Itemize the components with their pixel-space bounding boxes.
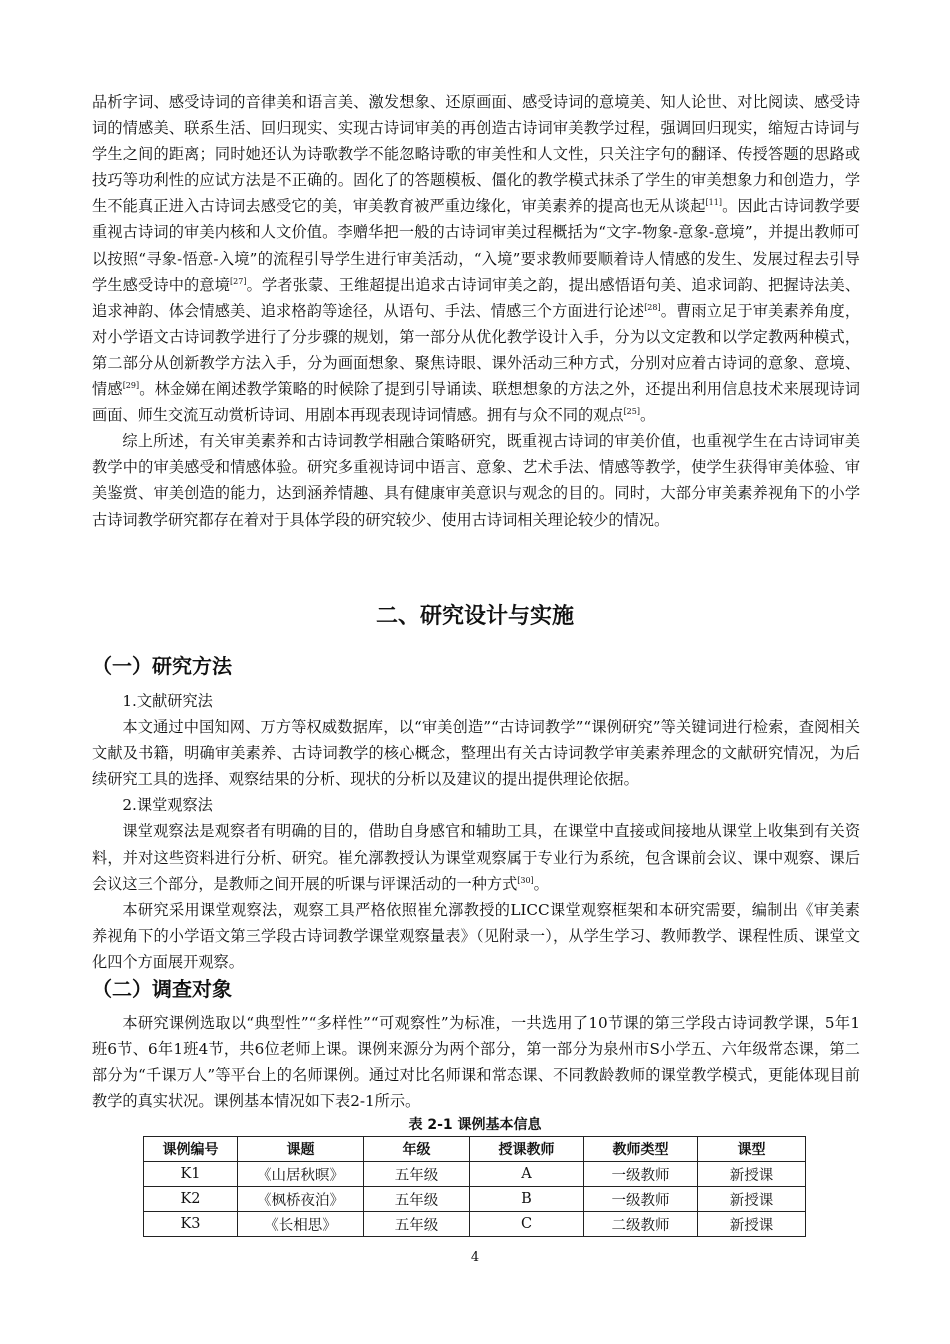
review-paragraph-1: 品析字词、感受诗词的音律美和语言美、激发想象、还原画面、感受诗词的意境美、知人论世、对比阅读、感受诗词的情感美、联系生活、回归现实、实现古诗词审美的再创造古诗词审美教学过程，强调回归现实，缩短古诗词与学生之间的距离；同时她还认为诗歌教学不能忽略诗歌的审美性和人文性，只关注字句的翻译、传授答题的思路或技巧等功利性的应试方法是不正确的。固化了的答题模板、僵化的教学模式抹杀了学生的审美想象力和创造力，学生不能真正进入古诗词去感受它的美，审美教育被严重边缘化，审美素养的提高也无从谈起[11]。因此古诗词教学要重视古诗词的审美内核和人文价值。李赠华把一般的古诗词审美过程概括为“文字-物象-意象-意境”，并提出教师可以按照“寻象-悟意-入境”的流程引导学生进行审美活动，“入境”要求教师要顺着诗人情感的发生、发展过程去引导学生感受诗中的意境[27]。学者张蒙、王维超提出追求古诗词审美之韵，提出感悟语句美、追求词韵、把握诗法美、追求神韵、体会情感美、追求格韵等途径，从语句、手法、情感三个方面进行论述[28]。曹雨立足于审美素养角度，对小学语文古诗词教学进行了分步骤的规划，第一部分从优化教学设计入手，分为以文定教和以学定教两种模式，第二部分从创新教学方法入手，分为画面想象、聚焦诗眼、课外活动三种方式，分别对应着古诗词的意象、意境、情感[29]。林金娣在阐述教学策略的时候除了提到引导诵读、联想想象的方法之外，还提出利用信息技术来展现诗词画面、师生交流互动赏析诗词、用剧本再现表现诗词情感。拥有与众不同的观点[25]。: [92, 93, 861, 425]
method-1-heading: 1.文献研究法: [122, 692, 213, 710]
column-header: 教师类型: [584, 1137, 698, 1162]
column-header: 授课教师: [470, 1137, 584, 1162]
table-row: [144, 1187, 806, 1212]
table-caption: 表 2-1 课例基本信息: [408, 1117, 542, 1133]
subjects-text: [92, 1010, 860, 1114]
table-cell: 五年级: [364, 1187, 470, 1212]
column-header: 年级: [364, 1137, 470, 1162]
subjects-paragraph: 本研究课例选取以“典型性”“多样性”“可观察性”为标准，一共选用了10节课的第三学段古诗词教学课，5年1班6节、6年1班4节，共6位老师上课。课例来源分为两个部分，第一部分为泉州市S小学五、六年级常态课，第二部分为“千课万人”等平台上的名师课例。通过对比名师课和常态课、不同教龄教师的课堂教学模式，更能体现目前教学的真实状况。课例基本情况如下表2-1所示。: [92, 1014, 860, 1111]
citation-ref: [11]: [705, 198, 722, 208]
table-cell: 五年级: [364, 1212, 470, 1237]
table-cell: 五年级: [364, 1162, 470, 1187]
column-header: 课型: [698, 1137, 806, 1162]
table-cell: K1: [144, 1162, 238, 1187]
methods-text: [92, 688, 860, 975]
table-cell: 一级教师: [584, 1162, 698, 1187]
table-cell: A: [470, 1162, 584, 1187]
review-paragraph-2: 综上所述，有关审美素养和古诗词教学相融合策略研究，既重视古诗词的审美价值，也重视学生在古诗词审美教学中的审美感受和情感体验。研究多重视诗词中语言、意象、艺术手法、情感等教学，使学生获得审美体验、审美鉴赏、审美创造的能力，达到涵养情趣、具有健康审美意识与观念的目的。同时，大部分审美素养视角下的小学古诗词教学研究都存在着对于具体学段的研究较少、使用古诗词相关理论较少的情况。: [92, 432, 860, 529]
table-cell: 新授课: [698, 1162, 806, 1187]
column-header: 课题: [238, 1137, 364, 1162]
section-heading: 二、研究设计与实施: [375, 604, 574, 629]
method-2-paragraph: 课堂观察法是观察者有明确的目的，借助自身感官和辅助工具，在课堂中直接或间接地从课堂上收集到有关资料，并对这些资料进行分析、研究。崔允漷教授认为课堂观察属于专业行为系统，包含课前会议、课中观察、课后会议这三个部分，是教师之间开展的听课与评课活动的一种方式[30]。: [92, 822, 860, 893]
literature-review-text: [92, 89, 860, 533]
subsection-heading-methods: （一）研究方法: [92, 654, 232, 678]
table-row: [144, 1212, 806, 1237]
column-header: 课例编号: [144, 1137, 238, 1162]
method-2-paragraph-2: 本研究采用课堂观察法，观察工具严格依照崔允漷教授的LICC课堂观察框架和本研究需要，编制出《审美素养视角下的小学语文第三学段古诗词教学课堂观察量表》（见附录一），从学生学习、教师教学、课程性质、课堂文化四个方面展开观察。: [92, 900, 860, 971]
table-cell: B: [470, 1187, 584, 1212]
lesson-info-table: [143, 1136, 806, 1237]
table-cell: 二级教师: [584, 1212, 698, 1237]
table-row: [144, 1162, 806, 1187]
table-cell: 《山居秋暝》: [238, 1162, 364, 1187]
table-cell: 《长相思》: [238, 1212, 364, 1237]
table-cell: 《枫桥夜泊》: [238, 1187, 364, 1212]
citation-ref: [28]: [644, 302, 661, 312]
table-cell: 新授课: [698, 1187, 806, 1212]
citation-ref: [25]: [623, 407, 640, 417]
citation-ref: [27]: [230, 276, 247, 286]
table-cell: K3: [144, 1212, 238, 1237]
page-number: 4: [470, 1250, 480, 1265]
method-1-paragraph: 本文通过中国知网、万方等权威数据库，以“审美创造”“古诗词教学”“课例研究”等关键词进行检索，查阅相关文献及书籍，明确审美素养、古诗词教学的核心概念，整理出有关古诗词教学审美素养理念的文献研究情况，为后续研究工具的选择、观察结果的分析、现状的分析以及建议的提出提供理论依据。: [92, 718, 860, 789]
table-cell: K2: [144, 1187, 238, 1212]
subsection-heading-subjects: （二）调查对象: [92, 977, 232, 1001]
table-cell: 一级教师: [584, 1187, 698, 1212]
table-cell: C: [470, 1212, 584, 1237]
table-cell: 新授课: [698, 1212, 806, 1237]
table-header-row: [144, 1137, 806, 1162]
method-2-heading: 2.课堂观察法: [122, 796, 213, 815]
citation-ref: [29]: [122, 380, 140, 390]
citation-ref: [30]: [517, 875, 534, 885]
